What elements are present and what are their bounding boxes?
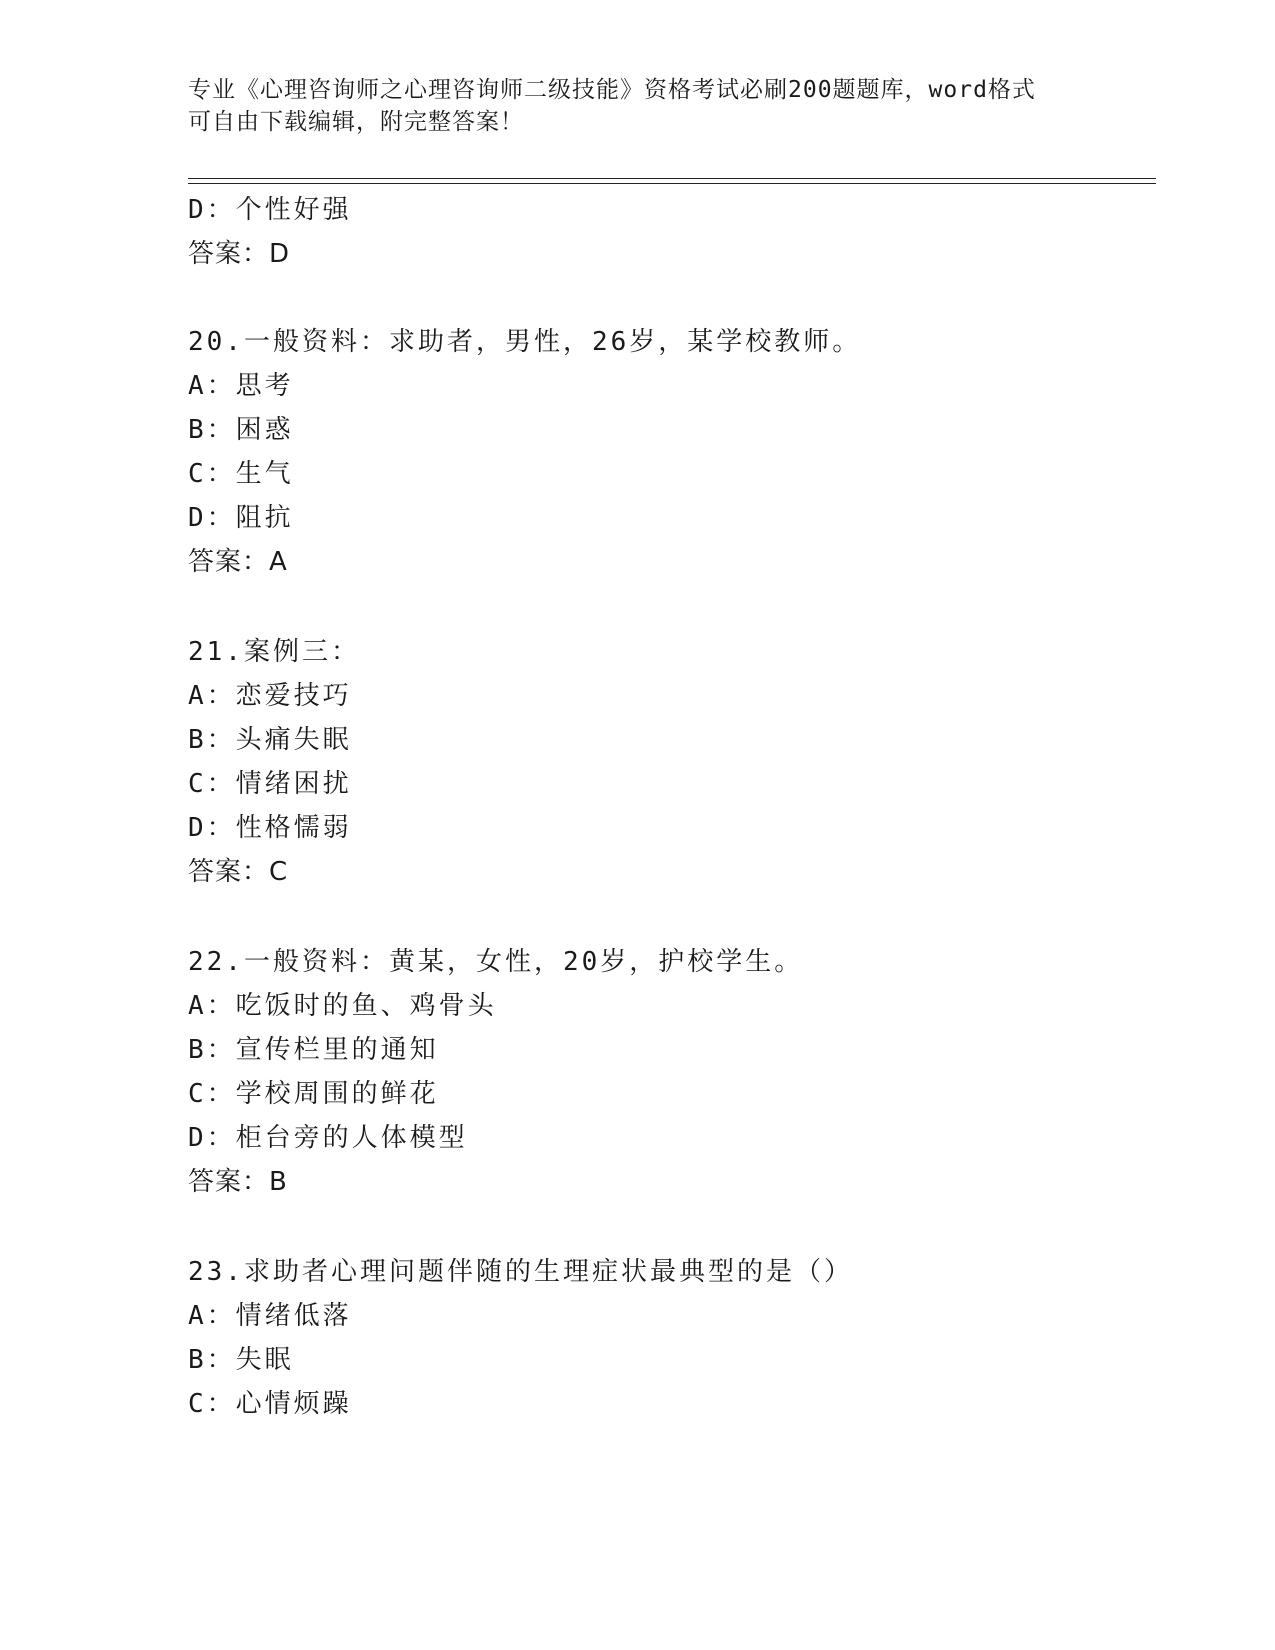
prev-option-d: D：个性好强 xyxy=(188,195,352,225)
question-23-option-c: C：心情烦躁 xyxy=(188,1389,352,1419)
question-21-stem: 21.案例三： xyxy=(188,637,360,667)
question-21-answer: 答案：C xyxy=(188,857,289,887)
question-22-option-a: A：吃饭时的鱼、鸡骨头 xyxy=(188,991,497,1021)
question-21-option-c: C：情绪困扰 xyxy=(188,769,352,799)
question-22-option-c: C：学校周围的鲜花 xyxy=(188,1079,439,1109)
question-21-option-b: B：头痛失眠 xyxy=(188,725,352,755)
header-divider-bottom xyxy=(188,183,1156,184)
question-22-answer: 答案：B xyxy=(188,1167,288,1197)
question-21-option-d: D：性格懦弱 xyxy=(188,813,352,843)
question-20-stem: 20.一般资料：求助者，男性，26岁，某学校教师。 xyxy=(188,327,862,357)
question-23-option-b: B：失眠 xyxy=(188,1345,294,1375)
question-21-option-a: A：恋爱技巧 xyxy=(188,681,352,711)
question-23-stem: 23.求助者心理问题伴随的生理症状最典型的是（） xyxy=(188,1257,853,1287)
header-line-1: 专业《心理咨询师之心理咨询师二级技能》资格考试必刷200题题库，word格式 xyxy=(188,77,1036,103)
question-22-option-b: B：宣传栏里的通知 xyxy=(188,1035,439,1065)
question-20-answer: 答案：A xyxy=(188,547,288,577)
question-22-stem: 22.一般资料：黄某，女性，20岁，护校学生。 xyxy=(188,947,804,977)
question-23-option-a: A：情绪低落 xyxy=(188,1301,352,1331)
header-divider-top xyxy=(188,178,1156,179)
question-20-option-c: C：生气 xyxy=(188,459,294,489)
header-line-2: 可自由下载编辑，附完整答案！ xyxy=(188,109,524,135)
question-20-option-a: A：思考 xyxy=(188,371,294,401)
question-20-option-d: D：阻抗 xyxy=(188,503,294,533)
question-22-option-d: D：柜台旁的人体模型 xyxy=(188,1123,468,1153)
question-20-option-b: B：困惑 xyxy=(188,415,294,445)
prev-answer: 答案：D xyxy=(188,239,291,269)
document-header xyxy=(188,74,1088,138)
